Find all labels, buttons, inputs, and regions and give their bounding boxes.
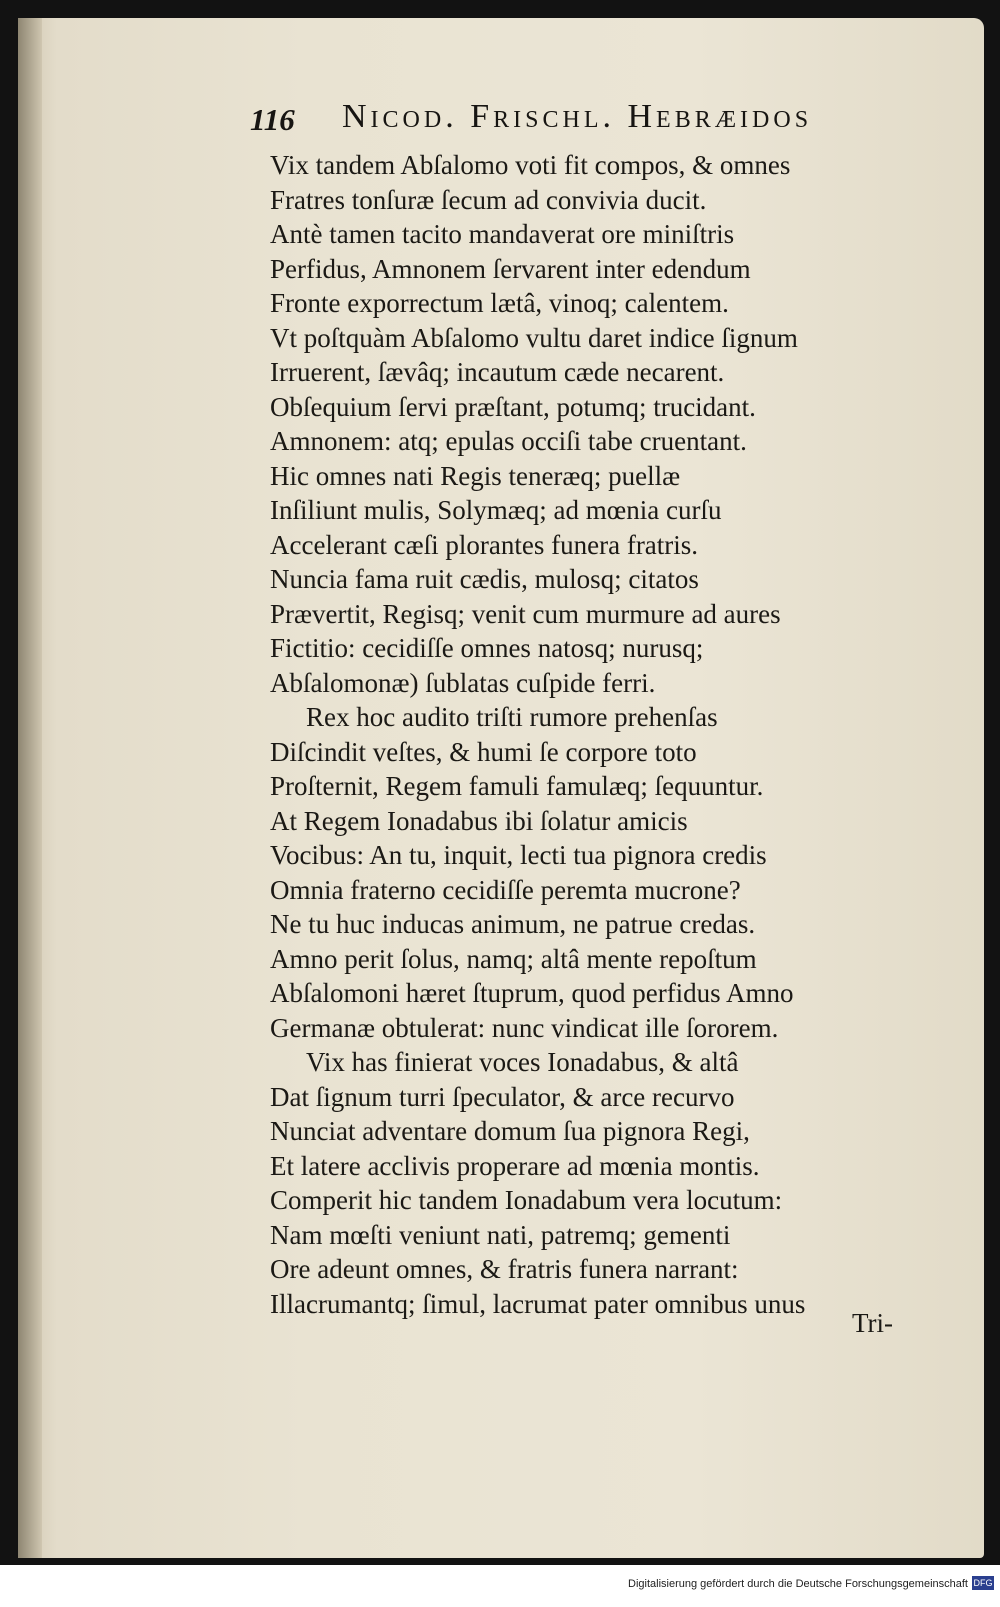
verse-line: Proſternit, Regem famuli famulæq; ſequuntur. [270, 771, 764, 801]
verse-line: Germanæ obtulerat: nunc vindicat ille ſororem. [270, 1012, 779, 1043]
verse-line: Nunciat adventare domum ſua pignora Regi, [270, 1116, 750, 1146]
verse-line: Perfidus, Amnonem ſervarent inter edendum [270, 253, 751, 284]
verse-line: Nam mœſti veniunt nati, patremq; gementi [270, 1219, 731, 1250]
verse-line: Fratres tonſuræ ſecum ad convivia ducit. [270, 184, 707, 215]
verse-line: At Regem Ionadabus ibi ſolatur amicis [270, 805, 688, 836]
verse-line: Vocibus: An tu, inquit, lecti tua pignora credis [270, 840, 767, 870]
verse-line: Diſcindit veſtes, & humi ſe corpore toto [270, 736, 697, 767]
verse-line: Rex hoc audito triſti rumore prehenſas [306, 702, 718, 732]
verse-line: Irruerent, ſævâq; incautum cæde necarent. [270, 357, 725, 387]
footer-bar [0, 1565, 1000, 1607]
verse-line: Comperit hic tandem Ionadabum vera locutum: [270, 1185, 783, 1215]
verse-line: Antè tamen tacito mandaverat ore miniſtris [270, 219, 735, 249]
verse-line: Inſiliunt mulis, Solymæq; ad mœnia curſu [270, 495, 722, 525]
verse-line: Vt poſtquàm Abſalomo vultu daret indice ſignum [270, 322, 798, 353]
verse-line: Hic omnes nati Regis teneræq; puellæ [270, 460, 681, 491]
verse-line: Amno perit ſolus, namq; altâ mente repoſtum [270, 943, 757, 974]
page-gutter [18, 18, 42, 1558]
verse-line: Abſalomoni hæret ſtuprum, quod perfidus Amno [270, 978, 794, 1008]
verse-line: Omnia fraterno cecidiſſe peremta mucrone? [270, 874, 741, 905]
verse-line: Amnonem: atq; epulas occiſi tabe cruentant. [270, 426, 747, 456]
verse-line: Illacrumantq; ſimul, lacrumat pater omnibus unus [270, 1288, 806, 1319]
verse-line: Prævertit, Regisq; venit cum murmure ad aures [270, 598, 781, 629]
page-header [250, 96, 930, 142]
dfg-logo: DFG [973, 1578, 993, 1588]
verse-line: Obſequium ſervi præſtant, potumq; trucidant. [270, 391, 756, 422]
verse-line: Nuncia fama ruit cædis, mulosq; citatos [270, 564, 699, 594]
verse-line: Dat ſignum turri ſpeculator, & arce recurvo [270, 1081, 735, 1112]
verse-line: Ore adeunt omnes, & fratris funera narrant: [270, 1254, 739, 1284]
verse-line: Ne tu huc inducas animum, ne patrue credas. [270, 909, 756, 939]
verse-text [270, 148, 910, 1321]
catchword: Tri- [852, 1308, 894, 1338]
verse-line: Vix tandem Abſalomo voti fit compos, & omnes [270, 150, 791, 180]
funding-credit: Digitalisierung gefördert durch die Deutsche Forschungsgemeinschaft [628, 1578, 968, 1590]
verse-line: Fictitio: cecidiſſe omnes natosq; nurusq; [270, 633, 704, 663]
verse-line: Accelerant cæſi plorantes funera fratris. [270, 529, 699, 560]
page-number: 116 [250, 102, 295, 137]
verse-line: Fronte exporrectum lætâ, vinoq; calentem. [270, 288, 729, 318]
verse-line: Abſalomonæ) ſublatas cuſpide ferri. [270, 667, 656, 698]
verse-line: Vix has finierat voces Ionadabus, & altâ [306, 1047, 739, 1077]
verse-line: Et latere acclivis properare ad mœnia montis. [270, 1150, 760, 1181]
running-title: Nicod. Frischl. Hebræidos [342, 98, 813, 135]
